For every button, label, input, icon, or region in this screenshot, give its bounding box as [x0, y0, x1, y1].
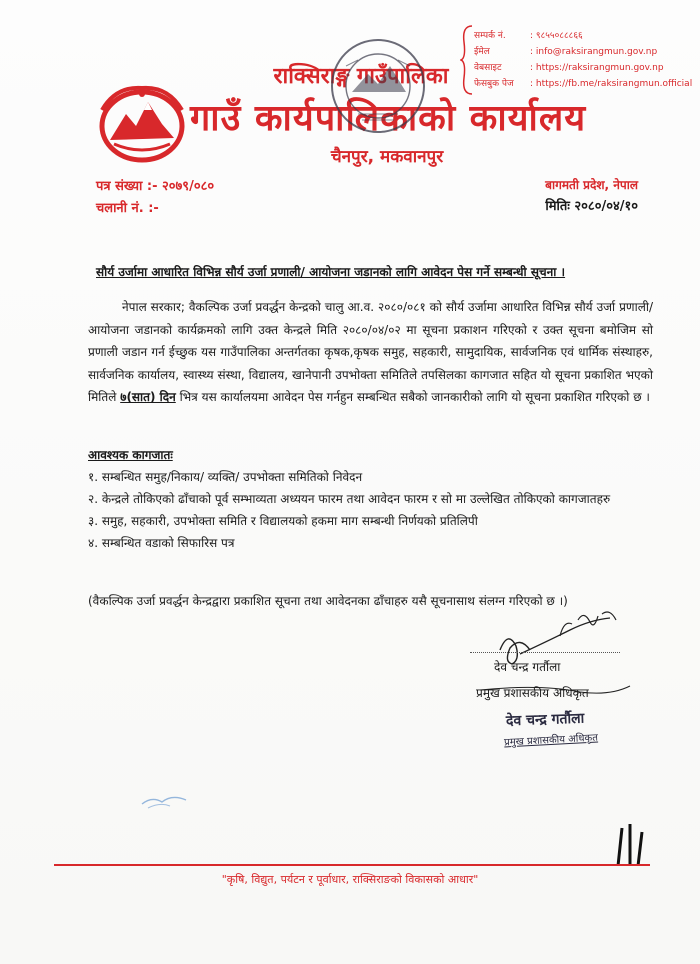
body-text-part2: भित्र यस कार्यालयमा आवेदन पेस गर्नहुन सम्बन्धित सबैको जानकारीको लागि यो सूचना प्रकाशित गरिएको छ ।: [179, 390, 650, 405]
contact-bracket-icon: [460, 24, 474, 96]
body-deadline: ७(सात) दिन: [120, 390, 176, 405]
margin-mark-icon: [608, 822, 648, 866]
office-seal-icon: [328, 36, 428, 136]
municipality-logo-icon: [96, 80, 188, 164]
list-item: ३. समुह, सहकारी, उपभोक्ता समिति र विद्यालयको हकमा माग सम्बन्धी निर्णयको प्रतिलिपी: [88, 514, 478, 528]
email-value[interactable]: : info@raksirangmun.gov.np: [530, 47, 658, 57]
letter-body: [88, 296, 653, 409]
facebook-value[interactable]: : https://fb.me/raksirangmun.official: [530, 79, 693, 89]
website-label: वेबसाइट: [474, 63, 502, 73]
letter-date: मितिः २०८०/०४/१०: [545, 199, 638, 214]
phone-label: सम्पर्क नं.: [474, 31, 506, 41]
required-docs-heading: आवश्यक कागजातः: [88, 448, 173, 462]
attachment-note: (वैकल्पिक उर्जा प्रवर्द्धन केन्द्रद्वारा प्रकाशित सूचना तथा आवेदनका ढाँचाहरु यसै सूचनासाथ संलग्न गरिएको छ ।): [88, 594, 568, 608]
stamp-title: प्रमुख प्रशासकीय अधिकृत: [503, 732, 599, 749]
phone-value: : ९८५५०८८८६६: [530, 31, 583, 41]
contact-website: [474, 60, 696, 76]
contact-facebook: [474, 76, 696, 92]
required-docs-list: [88, 466, 648, 554]
ink-smudge-icon: [140, 790, 190, 810]
contact-phone: [474, 28, 696, 44]
province-line: बागमती प्रदेश, नेपाल: [545, 178, 638, 192]
facebook-label: फेसबुक पेज: [474, 79, 514, 89]
list-item: २. केन्द्रले तोकिएको ढाँचाको पूर्व सम्भाव्यता अध्ययन फारम तथा आवेदन फारम र सो मा उल्लेखित तोकिएको कागजातहरु: [88, 492, 611, 506]
footer-divider: [54, 864, 650, 866]
footer-motto: "कृषि, विद्युत, पर्यटन र पूर्वाधार, राक्सिराङको विकासको आधार": [221, 873, 479, 886]
website-value[interactable]: : https://raksirangmun.gov.np: [530, 63, 664, 73]
signatory-name: देव चन्द्र गर्तौला: [494, 660, 561, 674]
ref-number: पत्र संख्या :- २०७९/०८०: [96, 179, 215, 194]
letter-subject: सौर्य उर्जामा आधारित विभिन्न सौर्य उर्जा प्रणाली/ आयोजना जडानको लागि आवेदन पेस गर्ने सम्बन्धी सूचना ।: [96, 265, 566, 279]
contact-email: [474, 44, 696, 60]
list-item: ४. सम्बन्धित वडाको सिफारिस पत्र: [88, 536, 235, 550]
municipality-name: राक्सिराङ्ग गाउँपालिका: [273, 64, 449, 89]
signature-line: [470, 652, 620, 653]
office-address: चैनपुर, मकवानपुर: [330, 147, 444, 167]
stamp-name: देव चन्द्र गर्तौला: [505, 710, 585, 730]
contact-block: [474, 28, 696, 92]
dispatch-number: चलानी नं. :-: [96, 201, 159, 216]
signatory-title: प्रमुख प्रशासकीय अधिकृत: [476, 686, 589, 700]
office-name: गाउँ कार्यपालिकाको कार्यालय: [190, 98, 587, 139]
email-label: ईमेल: [474, 47, 490, 57]
body-text-part1: नेपाल सरकार; वैकल्पिक उर्जा प्रवर्द्धन केन्द्रको चालु आ.व. २०८०/०८१ को सौर्य उर्जामा आधारित विभिन्न सौर्य उर्जा प्रणाली/ आयोजना जडानको कार्यक्रमको लागि उक्त केन्द्रले मिति २०८०/०४/०२ मा सूचना प्रकाशन गरिएको र उक्त सूचना बमोजिम सो प्रणाली जडान गर्न ईच्छुक यस गाउँपालिका अन्तर्गतका कृषक,कृषक समुह, सहकारी, सामुदायिक, सार्वजनिक एवं धार्मिक संस्थाहरु, सार्वजनिक कार्यालय, स्वास्थ्य संस्था, विद्यालय, खानेपानी उपभोक्ता समितिले तपसिलका कागजात सहित यो सूचना प्रकाशित भएको मितिले: [88, 300, 653, 405]
list-item: १. सम्बन्धित समुह/निकाय/ व्यक्ति/ उपभोक्ता समितिको निवेदन: [88, 470, 363, 484]
